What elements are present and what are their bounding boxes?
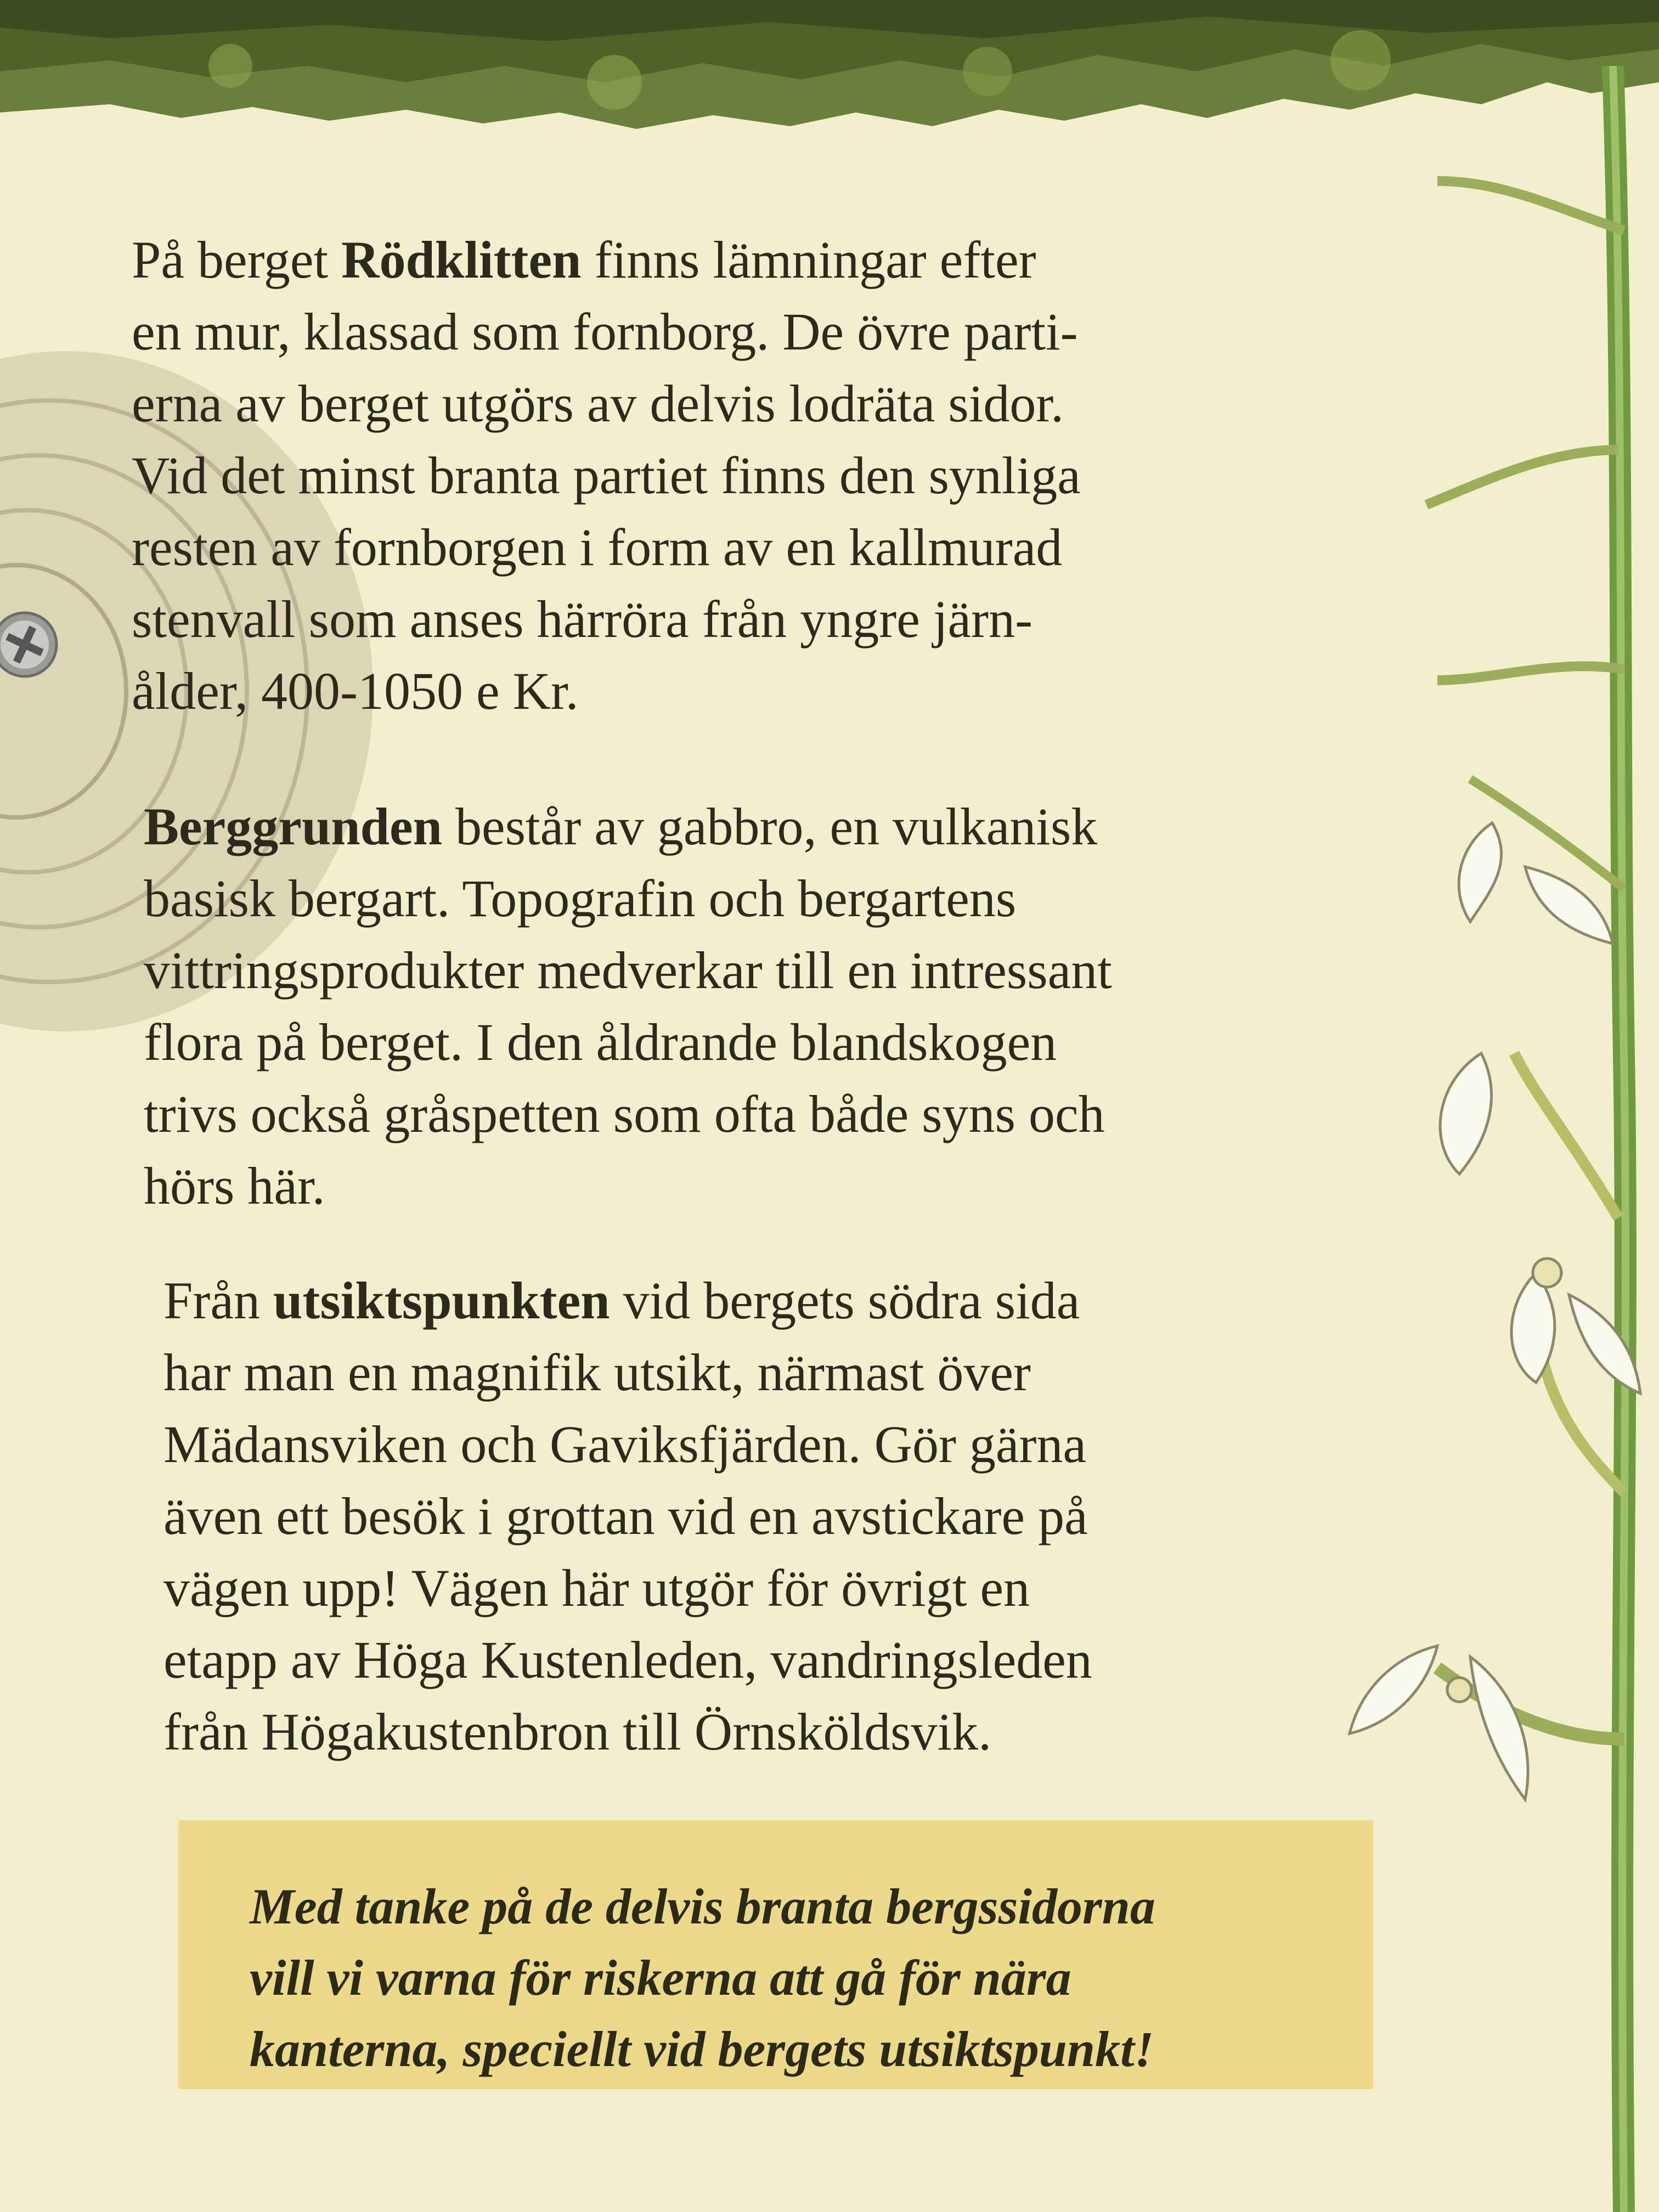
text-line: stenvall som anses härröra från yngre järn-	[132, 590, 1033, 648]
text-line: vägen upp! Vägen här utgör för övrigt en	[163, 1559, 1030, 1617]
warning-text	[250, 1871, 1155, 2085]
paragraph-utsiktspunkten	[163, 1265, 1092, 1768]
text-line: hörs här.	[144, 1156, 325, 1215]
text-line: vittringsprodukter medverkar till en intressant	[144, 941, 1112, 1000]
paragraph-rodklitten	[132, 224, 1081, 727]
text-line: har man en magnifik utsikt, närmast över	[163, 1343, 1031, 1402]
text-span: På berget	[132, 230, 342, 289]
text-line	[132, 224, 1081, 296]
text-line: basisk bergart. Topografin och bergartens	[144, 869, 1017, 928]
text-line: etapp av Höga Kustenleden, vandringsleden	[163, 1630, 1092, 1689]
text-line: även ett besök i grottan vid en avstickare på	[163, 1487, 1088, 1545]
text-span: finns lämningar efter	[581, 230, 1036, 289]
text-line: Mädansviken och Gaviksfjärden. Gör gärna	[163, 1415, 1087, 1474]
text-line: Vid det minst branta partiet finns den synliga	[132, 446, 1081, 505]
text-line: resten av fornborgen i form av en kallmurad	[132, 518, 1063, 577]
text-line: flora på berget. I den åldrande blandskogen	[144, 1013, 1057, 1071]
paragraph-berggrunden	[144, 791, 1112, 1222]
text-span: Från	[163, 1271, 273, 1330]
warning-box	[178, 1820, 1373, 2089]
text-line: från Högakustenbron till Örnsköldsvik.	[163, 1702, 992, 1761]
text-line: ålder, 400-1050 e Kr.	[132, 662, 579, 720]
warning-line: vill vi varna för riskerna att gå för nära	[250, 1950, 1071, 2006]
text-span: vid bergets södra sida	[610, 1271, 1080, 1330]
text-line: en mur, klassad som fornborg. De övre parti-	[132, 302, 1078, 361]
warning-line: Med tanke på de delvis branta bergssidorna	[250, 1878, 1155, 1934]
screw-icon	[0, 609, 60, 680]
text-line	[144, 791, 1112, 862]
warning-line: kanterna, speciellt vid bergets utsiktspunkt!	[250, 2021, 1154, 2077]
text-span: består av gabbro, en vulkanisk	[442, 797, 1098, 856]
bold-term-rodklitten: Rödklitten	[341, 230, 582, 289]
text-line	[163, 1265, 1092, 1336]
bold-term-utsiktspunkten: utsiktspunkten	[273, 1271, 610, 1330]
bold-term-berggrunden: Berggrunden	[144, 797, 443, 856]
text-line: trivs också gråspetten som ofta både syns och	[144, 1085, 1105, 1143]
text-line: erna av berget utgörs av delvis lodräta sidor.	[132, 374, 1064, 433]
